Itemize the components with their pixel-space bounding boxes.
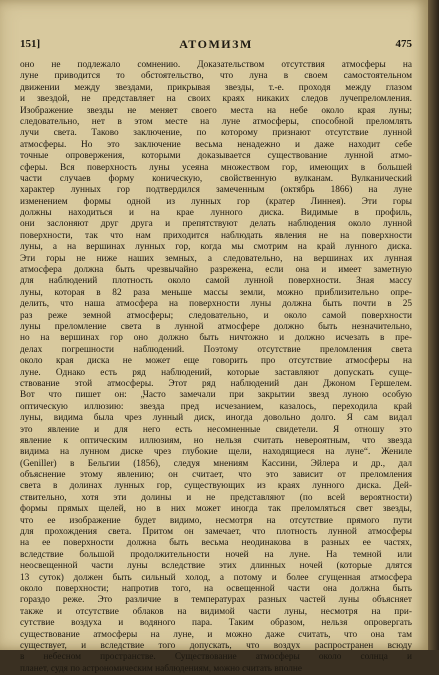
text-line: Эти горы не ниже наших земных, а следовательно, на вершинах их лунная: [20, 253, 412, 264]
text-line: движении между звездами, прикрывая звезды, т.-е. проходя между глазом: [20, 82, 412, 93]
text-line: луны преломление света в лунной атмосфере должно быть незначительно,: [20, 321, 412, 332]
text-line: около поверхности; напротив того, на освещенной части она должна быть: [20, 583, 412, 594]
text-line: около края диска не может еще говорить про отсутствие атмосферы на: [20, 356, 412, 367]
text-line: Вот что пишет он: „Часто замечали при закрытии звезд луною особую: [20, 390, 412, 401]
text-line: Изображение звезды не меняет своего места на небе около края луны;: [20, 105, 412, 116]
text-line: атмосфера должна быть чрезвычайно разрежена, если она и имеет заметную: [20, 265, 412, 276]
text-line: на ее поверхности должна быть весьма неодинакова в разных ее частях,: [20, 538, 412, 549]
text-line: (Geniller) в Бельгии (1856), следуя мнениям Кассини, Эйлера и др., дал: [20, 458, 412, 469]
text-line: формы прямых щелей, но в них может иногда так преломляться свет звезды,: [20, 504, 412, 515]
body-text: [20, 60, 412, 675]
text-line: ствование этой атмосферы. Этот ряд наблюдений дан Джоном Гершелем.: [20, 378, 412, 389]
text-line: луны, которая в 82 раза меньше массы земли, можно приблизительно опре-: [20, 287, 412, 298]
text-line: делить, что наша атмосфера на поверхности луны должна быть почти в 25: [20, 299, 412, 310]
book-spine-edge: [428, 0, 439, 650]
text-line: должны находиться и на крае лунного диска. Видимые в профиль,: [20, 208, 412, 219]
text-line: для прохождения света. Притом он замечает, что плотность лунной атмосферы: [20, 527, 412, 538]
text-line: в небесном пространстве. Существование атмосферы около солнца и: [20, 652, 412, 663]
text-line: следовательно, нет в этом месте на луне атмосферы, способной преломлять: [20, 116, 412, 127]
text-line: сутствие воздуха и водяного пара. Таким образом, нельзя опровергать: [20, 618, 412, 629]
text-line: точные опровержения, которыми доказывается существование лунной атмо-: [20, 151, 412, 162]
text-line: оно не подлежало сомнению. Доказательством отсутствия атмосферы на: [20, 60, 412, 70]
text-line: оптическую иллюзию: звезда пред исчезанием, казалось, переходила край: [20, 401, 412, 412]
text-line: 13 суток) должен быть сильный холод, а потому и более сгущенная атмосфера: [20, 572, 412, 583]
text-line: существование атмосферы на луне, и можно даже считать, что она там: [20, 629, 412, 640]
text-line: раз реже земной атмосферы; следовательно, и около самой поверхности: [20, 310, 412, 321]
text-line: части случаев форму коническую, свойственную вулканам. Вулканический: [20, 173, 412, 184]
text-line: видима на лунном диске чрез глубокие щели, находящиеся на луне“. Жениле: [20, 447, 412, 458]
text-line: света в долинах лунных гор, существующих из краях лунного диска. Дей-: [20, 481, 412, 492]
text-line: для наблюдений плотность около самой лунной поверхности. Зная массу: [20, 276, 412, 287]
text-line: луны, видима была чрез лунный диск, иногда довольно долго. Я сам видал: [20, 413, 412, 424]
text-line: характер лунных гор подтвердился замеченным (октябрь 1866) на луне: [20, 185, 412, 196]
running-title: АТОМИЗМ: [179, 37, 253, 51]
page-header: [20, 38, 412, 56]
text-line: явление к оптическим иллюзиям, но нельзя считать невероятным, что звезда: [20, 435, 412, 446]
text-line: также и отсутствие облаков на видимой части луны, несмотря на при-: [20, 606, 412, 617]
text-line: луне. Однако есть ряд наблюдений, которые заставляют допускать суще-: [20, 367, 412, 378]
text-line: луне приводится то обстоятельство, что луна в своем самостоятельном: [20, 71, 412, 82]
text-line: гораздо реже. Это различие в температурах разных частей луны объясняет: [20, 595, 412, 606]
text-line: и звездой, не представляет на своих краях никаких следов лучепреломления.: [20, 94, 412, 105]
page-section-number: 151]: [20, 38, 41, 50]
text-line: лучи света. Таково заключение, по которому признают отсутствие лунной: [20, 128, 412, 139]
text-line: сферы. Вся поверхность луны усеяна множеством гор, имеющих в большей: [20, 162, 412, 173]
text-line: это явление и для него есть несомненные свидетели. Я отношу это: [20, 424, 412, 435]
text-line: что ее изображение будет видимо, несмотря на отсутствие прямого пути: [20, 515, 412, 526]
text-line: атмосферы. Но это заключение весьма ненадежно и даже находит себе: [20, 139, 412, 150]
text-line: но на вершинах гор оно должно быть ничтожно и должно исчезать в пре-: [20, 333, 412, 344]
text-line: вследствие большой продолжительности ночей на луне. На темной или: [20, 549, 412, 560]
text-line: существует, и вследствие того допускать, что воздух распространен всюду: [20, 640, 412, 651]
text-line: поверхности, так что нам приходится наблюдать явления не на поверхности: [20, 230, 412, 241]
text-line: ствительно, хотя эти долины и не представляют (по всей вероятности): [20, 492, 412, 503]
text-line: они заслоняют друг друга и препятствуют делать наблюдения около лунной: [20, 219, 412, 230]
text-line: планет, судя по астрономическим наблюдениям, можно считать вполне: [20, 663, 303, 674]
text-line: неосвещенной части луны вследствие этих длинных ночей (которые длятся: [20, 561, 412, 572]
page-number: 475: [395, 38, 412, 50]
text-line: объяснение этому явлению; он считает, что это зависит от преломления: [20, 470, 412, 481]
text-line: изменением формы одной из лунных гор (кратер Линнея). Эти горы: [20, 196, 412, 207]
text-line: луны, а на вершинах лунных гор, когда мы смотрим на край лунного диска.: [20, 242, 412, 253]
text-line: делах погрешности наблюдений. Поэтому отсутствие преломления света: [20, 344, 412, 355]
